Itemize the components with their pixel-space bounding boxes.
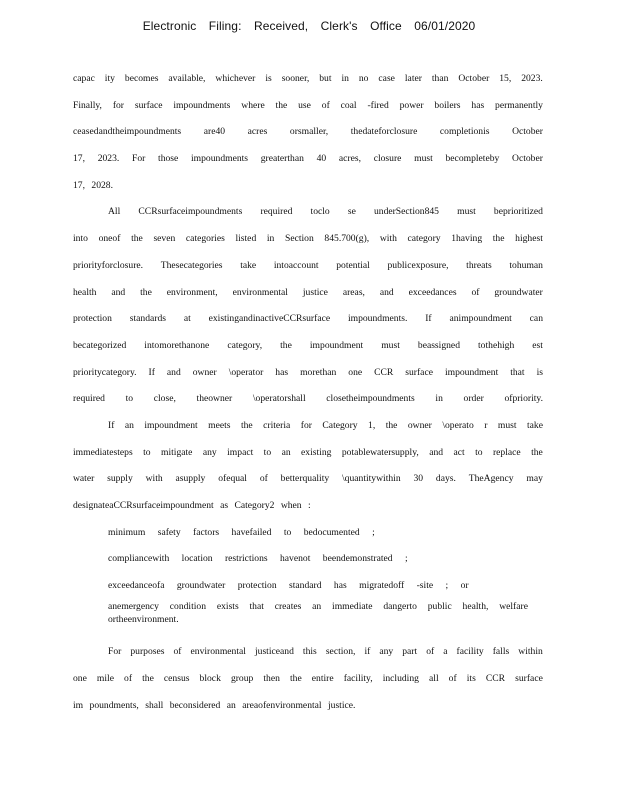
- word: part: [402, 646, 418, 658]
- word: priorityforclosure.: [73, 259, 144, 271]
- word: must: [457, 206, 476, 218]
- word: to: [263, 446, 272, 458]
- word: threats: [466, 259, 492, 271]
- category-two-criteria-list: [108, 520, 528, 640]
- word: close,: [153, 393, 176, 405]
- word: standards: [129, 313, 166, 325]
- word: potential: [336, 259, 370, 271]
- word: toclo: [310, 206, 330, 218]
- text-line: [73, 280, 543, 307]
- word: to: [143, 446, 151, 458]
- word: impact: [227, 446, 254, 458]
- word: has: [471, 99, 485, 111]
- word: health: [73, 286, 97, 298]
- word: welfare: [499, 600, 528, 612]
- word: areas,: [342, 286, 365, 298]
- word: into: [73, 233, 88, 245]
- word: the: [275, 99, 288, 111]
- word: one: [73, 673, 87, 685]
- word: of: [426, 646, 435, 658]
- word: intomorethanone: [144, 339, 210, 351]
- word: impoundments.: [347, 313, 408, 325]
- word: publicexposure,: [387, 259, 449, 271]
- text-line: [73, 639, 543, 666]
- text-line: 17, 2028.: [73, 179, 113, 191]
- word: greaterthan: [260, 153, 304, 165]
- word: an: [312, 600, 322, 612]
- word: public: [427, 600, 452, 612]
- word: must: [414, 153, 433, 165]
- word: surface: [134, 99, 163, 111]
- word: one: [348, 366, 363, 378]
- word: October: [458, 73, 490, 84]
- list-item-continuation: ortheenvironment.: [108, 613, 179, 625]
- word: in: [435, 393, 443, 405]
- word: case: [378, 73, 395, 84]
- word: orsmaller,: [289, 126, 329, 138]
- word: sooner,: [281, 73, 310, 84]
- word: seven: [153, 233, 176, 245]
- text-line: [73, 666, 543, 693]
- word: no: [358, 73, 369, 84]
- word: protection: [73, 313, 112, 325]
- word: must: [381, 339, 400, 351]
- word: acres: [247, 126, 268, 138]
- word: creates: [274, 600, 302, 612]
- word: impoundment: [444, 366, 499, 378]
- word: becompleteby: [445, 153, 500, 165]
- word: may: [526, 473, 543, 485]
- word: required: [73, 393, 105, 405]
- word: of: [124, 673, 133, 685]
- word: r: [484, 419, 488, 431]
- text-line: [73, 306, 543, 333]
- word: CCR: [485, 673, 506, 685]
- word: of: [259, 473, 268, 485]
- word: -fired: [367, 99, 389, 111]
- word: Category: [322, 419, 358, 431]
- list-item: minimum safety factors havefailed to bedocumented ;: [108, 526, 375, 538]
- word: \quantitywithin: [342, 473, 401, 485]
- word: the: [131, 233, 143, 245]
- word: census: [163, 673, 190, 685]
- word: ofpriority.: [504, 393, 543, 405]
- paragraph-closure-deadlines: [73, 66, 543, 199]
- word: Thesecategories: [160, 259, 223, 271]
- word: power: [399, 99, 424, 111]
- word: becategorized: [73, 339, 127, 351]
- text-line: [73, 93, 543, 120]
- word: than: [431, 73, 449, 84]
- word: are40: [203, 126, 226, 138]
- word: the: [385, 419, 398, 431]
- word: available,: [168, 73, 206, 84]
- word: with: [145, 473, 163, 485]
- word: If: [425, 313, 432, 325]
- word: and: [429, 446, 444, 458]
- word: mitigate: [161, 446, 193, 458]
- word: the: [289, 673, 302, 685]
- word: and: [379, 286, 394, 298]
- word: criteria: [263, 419, 291, 431]
- word: block: [199, 673, 221, 685]
- word: 2023.: [97, 153, 120, 165]
- word: listed: [235, 233, 257, 245]
- text-line: [73, 146, 543, 173]
- text-line: [73, 226, 543, 253]
- word: purposes: [130, 646, 165, 658]
- word: is: [265, 73, 272, 84]
- word: 845.700(g),: [324, 233, 370, 245]
- text-line: [73, 119, 543, 146]
- word: impoundment: [309, 339, 364, 351]
- word: the: [531, 446, 543, 458]
- word: October: [512, 153, 543, 165]
- word: underSection845: [373, 206, 439, 218]
- word: 2023.: [521, 73, 543, 84]
- word: boilers: [434, 99, 461, 111]
- filing-header: Electronic Filing: Received, Clerk's Office 06/01/2020: [142, 19, 476, 33]
- word: the: [140, 286, 152, 298]
- word: groundwater: [494, 286, 543, 298]
- word: surface: [405, 366, 433, 378]
- word: beprioritized: [493, 206, 543, 218]
- text-line: [73, 466, 543, 493]
- word: the: [492, 233, 505, 245]
- paragraph-category-one: [73, 413, 543, 520]
- word: in: [341, 73, 349, 84]
- paragraph-prioritization: [73, 199, 543, 413]
- word: mile: [96, 673, 114, 685]
- word: \operator: [228, 366, 264, 378]
- word: act: [453, 446, 465, 458]
- text-line: [73, 333, 543, 360]
- word: meets: [208, 419, 231, 431]
- word: an: [281, 446, 291, 458]
- word: 40: [316, 153, 327, 165]
- word: that: [249, 600, 264, 612]
- word: including: [382, 673, 419, 685]
- text-line: [73, 199, 543, 226]
- word: surface: [515, 673, 543, 685]
- word: acres,: [338, 153, 361, 165]
- word: est: [532, 339, 543, 351]
- word: condition: [169, 600, 207, 612]
- text-line: im poundments, shall beconsidered an areaofenvironmental justice.: [73, 699, 356, 711]
- word: impoundments: [191, 153, 249, 165]
- text-line: [73, 413, 543, 440]
- word: existing: [301, 446, 332, 458]
- word: all: [429, 673, 439, 685]
- word: oneof: [98, 233, 121, 245]
- word: If: [148, 366, 155, 378]
- word: \operatorshall: [252, 393, 306, 405]
- word: closetheimpoundments: [326, 393, 415, 405]
- word: owner: [407, 419, 432, 431]
- word: entire: [311, 673, 334, 685]
- word: closure: [373, 153, 402, 165]
- word: theowner: [196, 393, 233, 405]
- word: betterquality: [280, 473, 330, 485]
- list-item: [108, 600, 528, 613]
- word: any: [379, 646, 394, 658]
- word: take: [526, 419, 543, 431]
- word: facility: [456, 646, 484, 658]
- word: morethan: [300, 366, 337, 378]
- word: environmental: [232, 286, 288, 298]
- word: 15,: [499, 73, 512, 84]
- word: of: [173, 646, 182, 658]
- word: with: [379, 233, 397, 245]
- word: health,: [462, 600, 489, 612]
- word: All: [108, 206, 121, 218]
- word: any: [202, 446, 217, 458]
- word: those: [158, 153, 179, 165]
- word: owner: [192, 366, 217, 378]
- text-line: [73, 360, 543, 387]
- word: If: [108, 419, 115, 431]
- word: of: [448, 673, 457, 685]
- word: but: [319, 73, 332, 84]
- word: of: [321, 99, 330, 111]
- word: within: [518, 646, 543, 658]
- word: tohuman: [509, 259, 543, 271]
- text-line: [73, 440, 543, 467]
- word: to: [125, 393, 134, 405]
- word: a: [443, 646, 448, 658]
- word: and: [166, 366, 181, 378]
- word: dangerto: [383, 600, 417, 612]
- word: se: [347, 206, 356, 218]
- word: in: [266, 233, 275, 245]
- word: the: [280, 339, 292, 351]
- word: category: [407, 233, 441, 245]
- word: potablewatersupply,: [341, 446, 419, 458]
- word: prioritycategory.: [73, 366, 137, 378]
- word: immediate: [332, 600, 373, 612]
- word: an: [124, 419, 134, 431]
- word: the: [240, 419, 253, 431]
- word: asupply: [175, 473, 206, 485]
- word: where: [241, 99, 265, 111]
- word: thedateforclosure: [350, 126, 418, 138]
- word: tothehigh: [478, 339, 515, 351]
- word: days.: [435, 473, 456, 485]
- word: animpoundment: [449, 313, 512, 325]
- word: to: [475, 446, 483, 458]
- word: Section: [285, 233, 314, 245]
- list-item: compliancewith location restrictions havenot beendemonstrated ;: [108, 553, 408, 565]
- word: beassigned: [417, 339, 460, 351]
- word: 1,: [368, 419, 376, 431]
- word: this: [302, 646, 317, 658]
- word: and: [111, 286, 126, 298]
- word: must: [497, 419, 517, 431]
- word: immediatesteps: [73, 446, 133, 458]
- text-line: designateaCCRsurfaceimpoundment as Category2 when :: [73, 500, 311, 511]
- text-line: [73, 66, 543, 93]
- word: anemergency: [108, 600, 159, 612]
- word: that: [510, 366, 525, 378]
- word: later: [404, 73, 422, 84]
- word: environment,: [166, 286, 218, 298]
- word: falls: [492, 646, 510, 658]
- word: 1having: [451, 233, 483, 245]
- word: exceedances: [408, 286, 457, 298]
- word: 30: [413, 473, 424, 485]
- word: ofequal: [218, 473, 247, 485]
- word: required: [260, 206, 293, 218]
- paragraph-environmental-justice: [73, 639, 543, 719]
- word: supply: [107, 473, 133, 485]
- word: water: [73, 473, 95, 485]
- word: for: [300, 419, 312, 431]
- word: has: [275, 366, 289, 378]
- text-line: [73, 386, 543, 413]
- word: section,: [325, 646, 356, 658]
- word: ceasedandtheimpoundments: [73, 126, 182, 138]
- word: category,: [227, 339, 263, 351]
- word: completionis: [439, 126, 490, 138]
- word: at: [183, 313, 191, 325]
- word: intoaccount: [273, 259, 319, 271]
- word: the: [142, 673, 154, 685]
- word: CCR: [374, 366, 394, 378]
- word: impoundment: [144, 419, 198, 431]
- word: existingandinactiveCCRsurface: [208, 313, 331, 325]
- word: For: [108, 646, 122, 658]
- word: then: [263, 673, 280, 685]
- word: its: [466, 673, 476, 685]
- word: 17,: [73, 153, 85, 165]
- word: take: [240, 259, 257, 271]
- word: CCRsurfaceimpoundments: [138, 206, 243, 218]
- word: group: [230, 673, 254, 685]
- word: whichever: [215, 73, 256, 84]
- word: For: [132, 153, 146, 165]
- word: highest: [515, 233, 543, 245]
- text-line: [73, 253, 543, 280]
- word: environmental: [190, 646, 246, 658]
- word: can: [529, 313, 543, 325]
- word: ity: [104, 73, 115, 84]
- word: coal: [340, 99, 357, 111]
- word: exists: [216, 600, 239, 612]
- word: October: [512, 126, 543, 138]
- body-text: [73, 66, 543, 720]
- word: justiceand: [254, 646, 294, 658]
- word: \operato: [442, 419, 474, 431]
- word: for: [112, 99, 124, 111]
- word: TheAgency: [468, 473, 514, 485]
- word: permanently: [495, 99, 543, 111]
- word: order: [463, 393, 484, 405]
- word: facility,: [343, 673, 373, 685]
- word: becomes: [124, 73, 159, 84]
- list-item: exceedanceofa groundwater protection standard has migratedoff -site ; or: [108, 580, 469, 592]
- word: capac: [73, 73, 95, 84]
- word: use: [298, 99, 311, 111]
- word: justice: [302, 286, 328, 298]
- word: categories: [185, 233, 225, 245]
- word: is: [536, 366, 543, 378]
- word: Finally,: [73, 99, 102, 111]
- word: impoundments: [173, 99, 231, 111]
- word: replace: [492, 446, 521, 458]
- word: if: [364, 646, 371, 658]
- word: of: [471, 286, 480, 298]
